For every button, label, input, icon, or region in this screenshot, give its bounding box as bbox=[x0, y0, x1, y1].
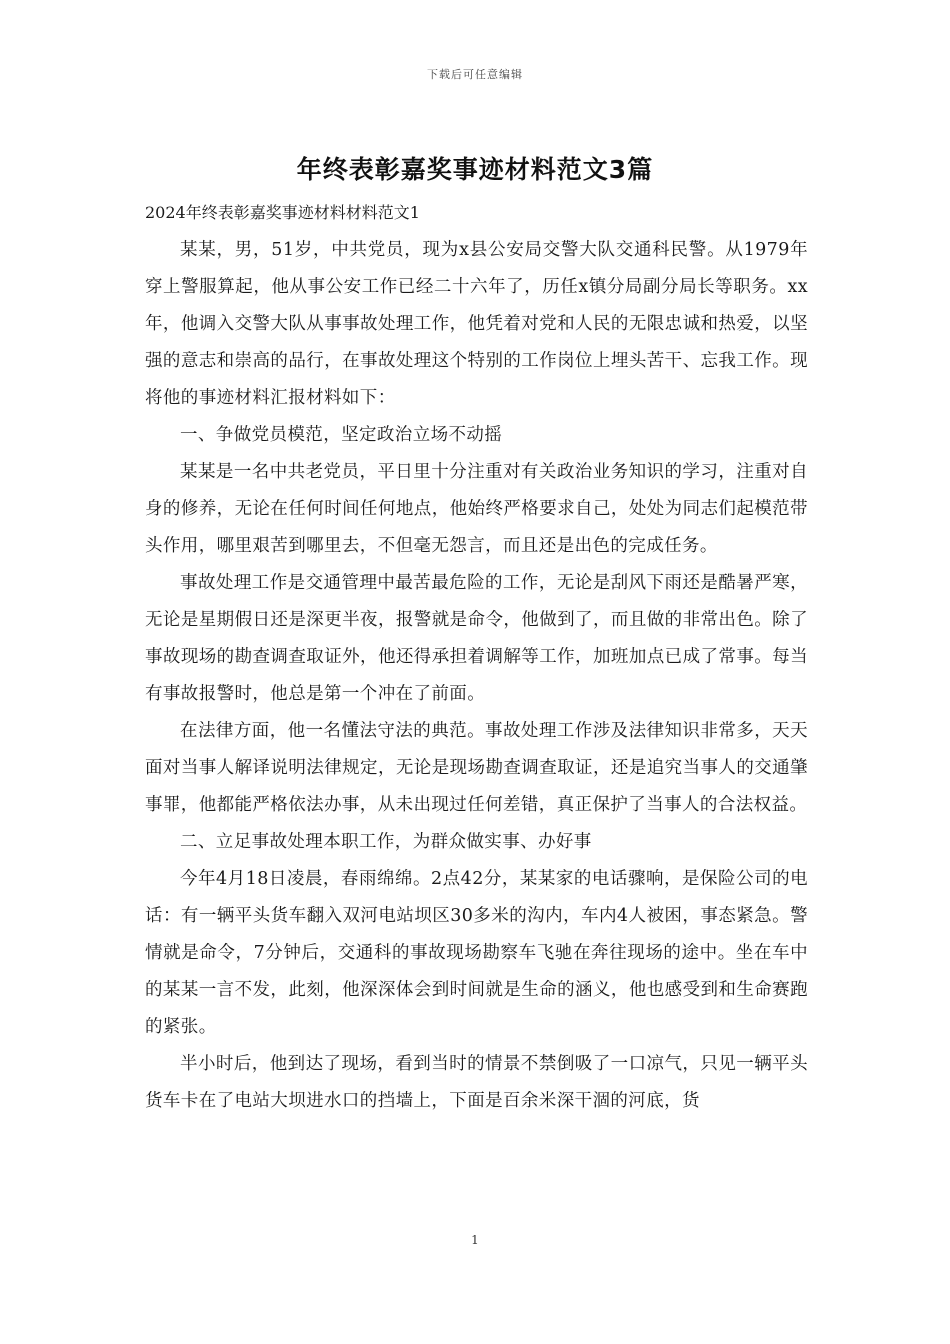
paragraph-april-incident: 今年4月18日凌晨，春雨绵绵。2点42分，某某家的电话骤响，是保险公司的电话：有一辆平头货车翻入双河电站坝区30多米的沟内，车内4人被困，事态紧急。警情就是命令，7分钟后，交通科的事故现场勘察车飞驰在奔往现场的途中。坐在车中的某某一言不发，此刻，他深深体会到时间就是生命的涵义，他也感受到和生命赛跑的紧张。 bbox=[145, 869, 808, 1037]
page-number: 1 bbox=[471, 1233, 479, 1247]
header-note: 下载后可任意编辑 bbox=[427, 68, 523, 81]
document-body bbox=[145, 198, 808, 1120]
paragraph-arrival: 半小时后，他到达了现场，看到当时的情景不禁倒吸了一口凉气，只见一辆平头货车卡在了电站大坝进水口的挡墙上，下面是百余米深干涸的河底，货 bbox=[145, 1054, 808, 1111]
paragraph-intro: 某某，男，51岁，中共党员，现为x县公安局交警大队交通科民警。从1979年穿上警服算起，他从事公安工作已经二十六年了，历任x镇分局副分局长等职务。xx年，他调入交警大队从事事故处理工作，他凭着对党和人民的无限忠诚和热爱，以坚强的意志和崇高的品行，在事故处理这个特别的工作岗位上埋头苦干、忘我工作。现将他的事迹材料汇报材料如下： bbox=[145, 240, 808, 408]
section-heading-1: 一、争做党员模范，坚定政治立场不动摇 bbox=[180, 425, 503, 445]
section-heading-2: 二、立足事故处理本职工作，为群众做实事、办好事 bbox=[180, 832, 592, 852]
document-title: 年终表彰嘉奖事迹材料范文3篇 bbox=[296, 155, 654, 184]
document-subtitle: 2024年终表彰嘉奖事迹材料材料范文1 bbox=[145, 203, 420, 222]
paragraph-law: 在法律方面，他一名懂法守法的典范。事故处理工作涉及法律知识非常多，天天面对当事人解译说明法律规定，无论是现场勘查调查取证，还是追究当事人的交通肇事罪，他都能严格依法办事，从未出现过任何差错，真正保护了当事人的合法权益。 bbox=[145, 721, 808, 815]
paragraph-accident-work: 事故处理工作是交通管理中最苦最危险的工作，无论是刮风下雨还是酷暑严寒，无论是星期假日还是深更半夜，报警就是命令，他做到了，而且做的非常出色。除了事故现场的勘查调查取证外，他还得承担着调解等工作，加班加点已成了常事。每当有事故报警时，他总是第一个冲在了前面。 bbox=[145, 573, 808, 704]
paragraph-party-member: 某某是一名中共老党员，平日里十分注重对有关政治业务知识的学习，注重对自身的修养，无论在任何时间任何地点，他始终严格要求自己，处处为同志们起模范带头作用，哪里艰苦到哪里去，不但毫无怨言，而且还是出色的完成任务。 bbox=[145, 462, 808, 556]
